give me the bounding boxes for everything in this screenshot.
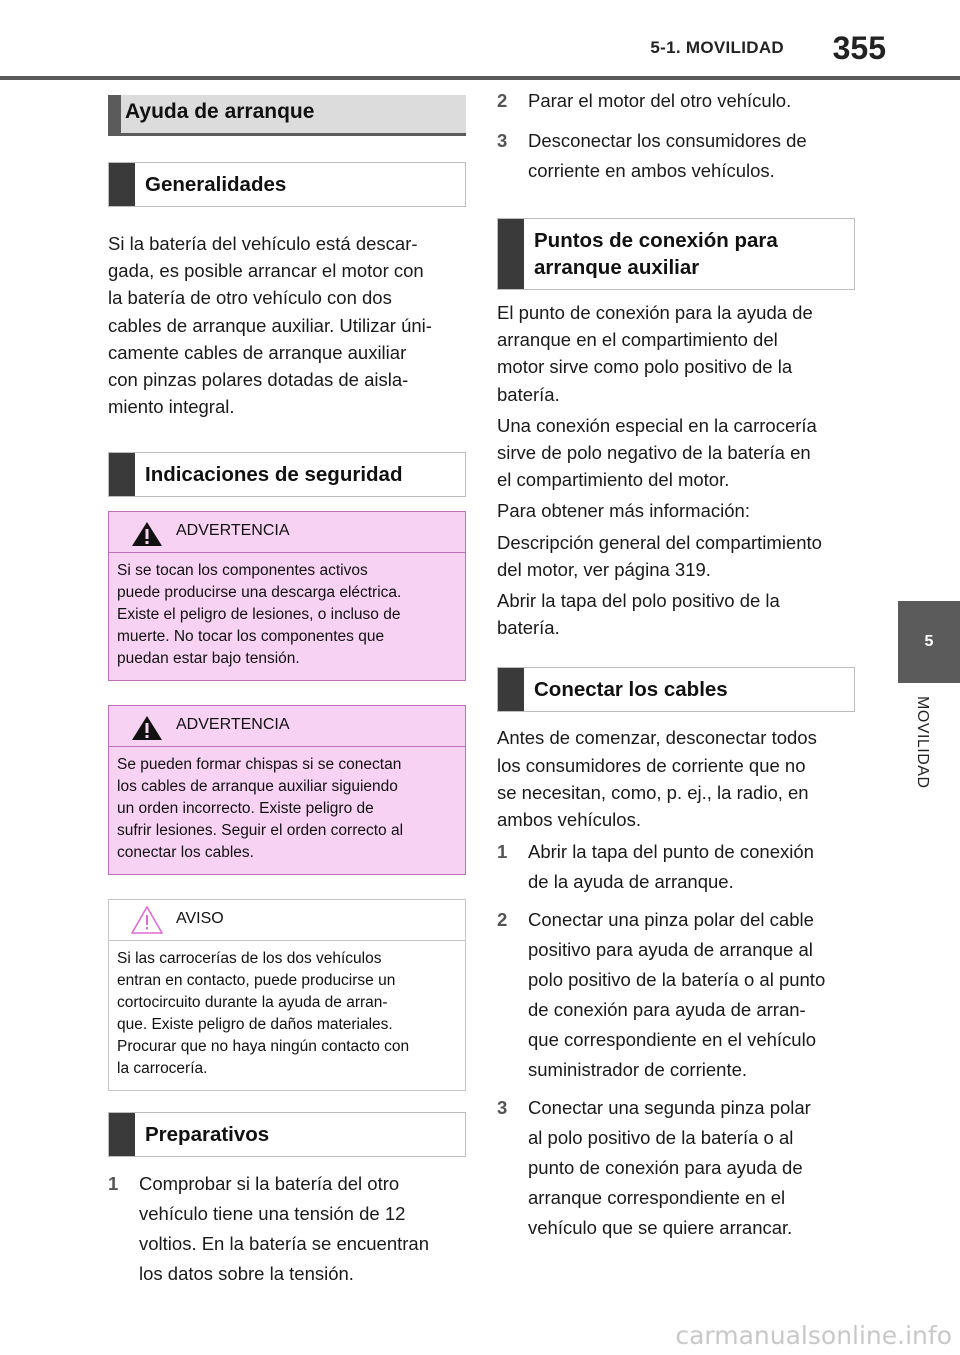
warning-label: ADVERTENCIA <box>176 716 290 734</box>
notice-triangle-icon <box>131 905 163 940</box>
paragraph: Antes de comenzar, desconectar todos los consumidores de corriente que no se necesitan, como, p. ej., la radio, en ambos vehículos. <box>497 727 817 831</box>
chapter-tab: 5 <box>898 601 960 683</box>
paragraph: El punto de conexión para la ayuda de arranque en el compartimiento del motor sirve como polo positivo de la batería. <box>497 302 813 405</box>
notice-title <box>109 900 465 941</box>
step-number: 3 <box>497 1097 508 1119</box>
step-item <box>497 126 855 186</box>
step-item <box>108 1169 466 1289</box>
notice-label: AVISO <box>176 910 224 928</box>
watermark: carmanualsonline.info <box>675 1321 952 1350</box>
step-item <box>497 86 855 116</box>
step-text: Conectar una pinza polar del cable positivo para ayuda de arranque al polo positivo de la batería o al punto de conexión para ayuda de arran- que correspondiente en el vehículo suministrador de corriente. <box>528 909 826 1081</box>
page-number: 355 <box>832 30 886 66</box>
paragraph: Una conexión especial en la carrocería sirve de polo negativo de la batería en el compartimiento del motor. <box>497 414 817 491</box>
step-number: 3 <box>497 130 508 151</box>
step-item <box>497 837 855 897</box>
paragraph: Descripción general del compartimiento del motor, ver página 319. <box>497 531 822 580</box>
subheading-generalidades <box>108 162 466 207</box>
heading-bar <box>108 95 121 133</box>
section-title: 5-1. MOVILIDAD <box>650 38 784 57</box>
subheading-puntos <box>497 218 855 290</box>
warning-triangle-icon <box>131 521 163 552</box>
chapter-side-label: MOVILIDAD <box>914 696 931 789</box>
paragraph-generalidades: Si la batería del vehículo está descar- gada, es posible arrancar el motor con la batería de otro vehículo con dos cables de arranque auxiliar. Utilizar úni- camente cables de arranque auxiliar con pinzas polares dotadas de aisla- miento integral. <box>108 233 432 418</box>
subheading-text: Puntos de conexión para arranque auxiliar <box>534 229 778 279</box>
subheading-bar <box>498 668 524 711</box>
subheading-bar <box>109 1113 135 1156</box>
subheading-text: Conectar los cables <box>534 678 728 702</box>
step-number: 1 <box>108 1173 119 1195</box>
subheading-bar <box>498 219 524 289</box>
step-text: Abrir la tapa del punto de conexión de la ayuda de arranque. <box>528 841 814 893</box>
left-column <box>108 95 466 1289</box>
warning-label: ADVERTENCIA <box>176 522 290 540</box>
warning-box <box>108 511 466 681</box>
warning-box <box>108 705 466 875</box>
step-number: 1 <box>497 841 508 863</box>
subheading-bar <box>109 453 135 496</box>
step-item <box>497 905 855 1085</box>
subheading-text: Indicaciones de seguridad <box>145 463 403 487</box>
warning-title <box>109 706 465 747</box>
notice-box <box>108 899 466 1091</box>
warning-title <box>109 512 465 553</box>
step-number: 2 <box>497 909 508 931</box>
subheading-conectar <box>497 667 855 712</box>
main-heading <box>108 95 466 136</box>
main-heading-text: Ayuda de arranque <box>125 100 315 123</box>
step-text: Parar el motor del otro vehículo. <box>528 90 792 111</box>
warning-text: Si se tocan los componentes activos puede producirse una descarga eléctrica. Existe el peligro de lesiones, o incluso de muerte. No tocar los componentes que puedan estar bajo tensión. <box>117 562 402 668</box>
subheading-text: Generalidades <box>145 173 287 196</box>
subheading-text: Preparativos <box>145 1123 270 1147</box>
right-column <box>497 86 855 1243</box>
notice-text: Si las carrocerías de los dos vehículos entran en contacto, puede producirse un cortocircuito durante la ayuda de arran- que. Existe peligro de daños materiales. Procurar que no haya ningún contacto con la carrocería. <box>117 950 410 1078</box>
paragraph: Para obtener más información: <box>497 500 750 522</box>
step-item <box>497 1093 855 1243</box>
step-text: Conectar una segunda pinza polar al polo positivo de la batería o al punto de conexión para ayuda de arranque correspondiente en el vehículo que se quiere arrancar. <box>528 1097 811 1239</box>
warning-text: Se pueden formar chispas si se conectan los cables de arranque auxiliar siguiendo un orden incorrecto. Existe peligro de sufrir lesiones. Seguir el orden correcto al conectar los cables. <box>117 756 404 862</box>
paragraph: Abrir la tapa del polo positivo de la batería. <box>497 590 780 639</box>
warning-triangle-icon <box>131 715 163 746</box>
step-number: 2 <box>497 90 508 111</box>
subheading-seguridad <box>108 452 466 497</box>
subheading-bar <box>109 163 135 206</box>
header-rule <box>0 76 960 80</box>
subheading-preparativos <box>108 1112 466 1157</box>
step-text: Comprobar si la batería del otro vehículo tiene una tensión de 12 voltios. En la batería se encuentran los datos sobre la tensión. <box>139 1173 430 1285</box>
step-text: Desconectar los consumidores de corriente en ambos vehículos. <box>528 130 807 181</box>
